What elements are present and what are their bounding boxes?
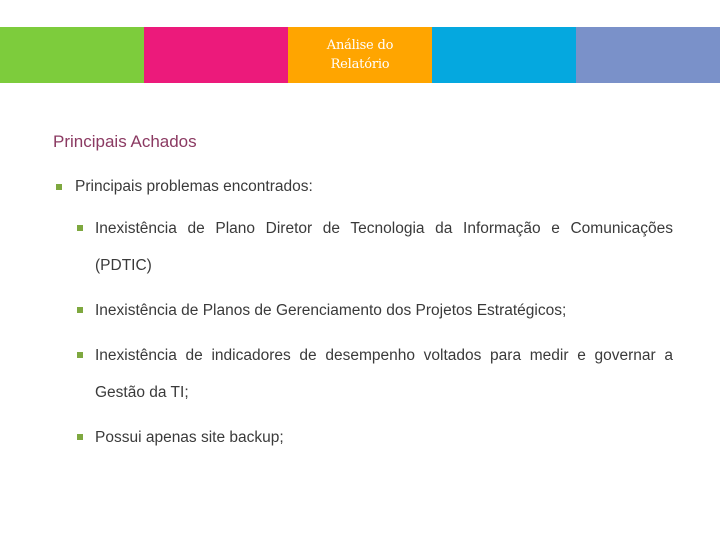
- list-item-level1: [53, 176, 673, 456]
- header-segment-blue: [432, 27, 576, 83]
- list-item-text: Possui apenas site backup;: [95, 429, 284, 446]
- list-item-level1-text: Principais problemas encontrados:: [75, 178, 313, 195]
- header-segment-periwinkle: [576, 27, 720, 83]
- header-segment-active[interactable]: [288, 27, 432, 83]
- header-segment-green: [0, 27, 144, 83]
- square-bullet-icon: [77, 307, 83, 313]
- list-item: [53, 337, 673, 411]
- list-item-text: Inexistência de indicadores de desempenho voltados para medir e governar a Gestão da TI;: [95, 347, 673, 401]
- header-segment-pink: [144, 27, 288, 83]
- list-item-text: Inexistência de Plano Diretor de Tecnologia da Informação e Comunicações (PDTIC): [95, 220, 673, 274]
- list-item: [53, 419, 673, 456]
- sub-list: [53, 210, 673, 456]
- bullet-list: [53, 176, 673, 456]
- list-item-text: Inexistência de Planos de Gerenciamento dos Projetos Estratégicos;: [95, 302, 567, 319]
- square-bullet-icon: [56, 184, 62, 190]
- square-bullet-icon: [77, 352, 83, 358]
- list-item: [53, 292, 673, 329]
- section-title: Principais Achados: [53, 132, 197, 151]
- header-active-title-line1: Análise do: [326, 38, 394, 53]
- header-active-title-line2: Relatório: [330, 57, 390, 72]
- list-item: [53, 210, 673, 284]
- square-bullet-icon: [77, 225, 83, 231]
- square-bullet-icon: [77, 434, 83, 440]
- header-color-bar: [0, 27, 720, 83]
